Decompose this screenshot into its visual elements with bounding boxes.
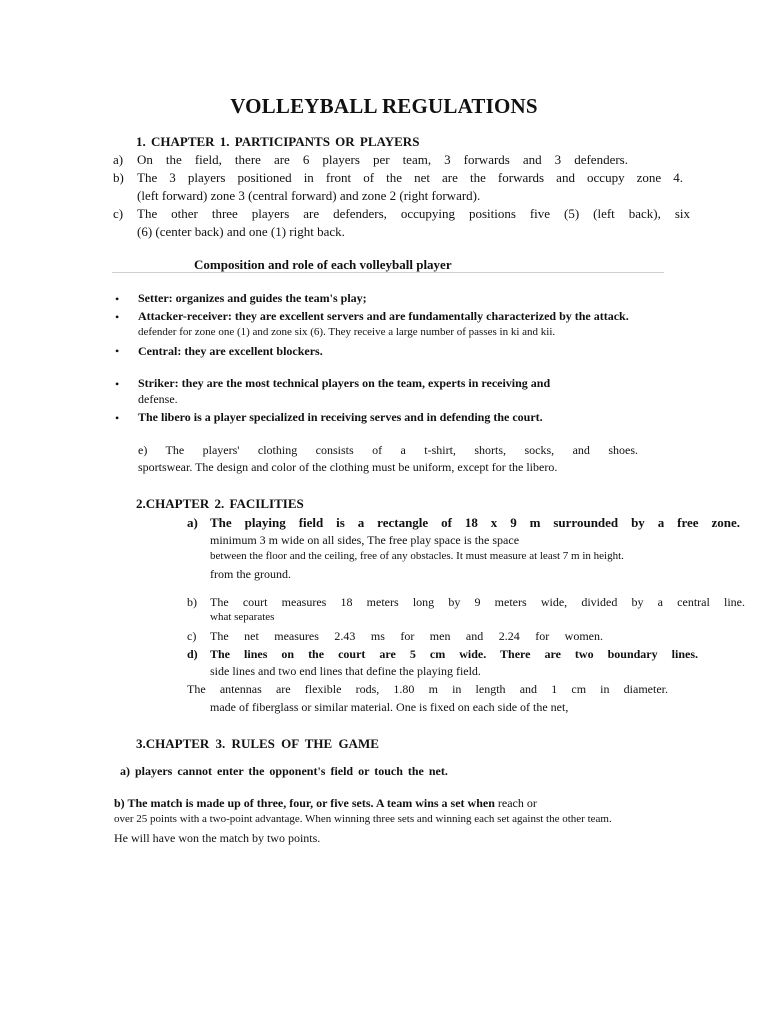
bullet-icon: • bbox=[115, 310, 120, 324]
chapter2-d-marker: d) bbox=[187, 647, 198, 661]
bullet-icon: • bbox=[115, 292, 120, 306]
chapter3-b-continuation-2: He will have won the match by two points. bbox=[114, 831, 321, 845]
clothing-continuation: sportswear. The design and color of the clothing must be uniform, except for the libero. bbox=[138, 460, 558, 474]
chapter2-b-continuation: what separates bbox=[210, 611, 275, 623]
role-striker: Striker: they are the most technical players on the team, experts in receiving and bbox=[138, 376, 551, 390]
chapter2-d-text: The lines on the court are 5 cm wide. There are two boundary lines. bbox=[210, 647, 698, 661]
role-striker-continuation: defense. bbox=[138, 392, 178, 406]
chapter1-c-text: The other three players are defenders, occupying positions five (5) (left back), six bbox=[137, 206, 690, 221]
chapter3-b-bold-text: b) The match is made up of three, four, or five sets. A team wins a set when bbox=[114, 796, 495, 810]
chapter1-c-marker: c) bbox=[113, 206, 124, 221]
chapter1-a-text: On the field, there are 6 players per team, 3 forwards and 3 defenders. bbox=[137, 152, 628, 167]
chapter2-a-continuation-1: minimum 3 m wide on all sides, The free play space is the space bbox=[210, 533, 520, 547]
antenna-continuation: made of fiberglass or similar material. One is fixed on each side of the net, bbox=[210, 700, 569, 714]
chapter1-heading: 1. CHAPTER 1. PARTICIPANTS OR PLAYERS bbox=[136, 134, 420, 149]
chapter2-c-text: The net measures 2.43 ms for men and 2.24 for women. bbox=[210, 629, 603, 643]
bullet-icon: • bbox=[115, 377, 120, 391]
bullet-icon: • bbox=[115, 411, 120, 425]
bullet-icon: • bbox=[115, 344, 120, 358]
chapter3-b-continuation-1: over 25 points with a two-point advantage. When winning three sets and winning each set against the other team. bbox=[114, 813, 612, 825]
chapter2-a-continuation-3: from the ground. bbox=[210, 567, 291, 581]
chapter2-heading: 2.CHAPTER 2. FACILITIES bbox=[136, 496, 304, 511]
chapter1-b-continuation: (left forward) zone 3 (central forward) and zone 2 (right forward). bbox=[137, 188, 481, 203]
chapter3-a-text: a) players cannot enter the opponent's field or touch the net. bbox=[120, 764, 448, 778]
chapter3-b-normal-text: reach or bbox=[494, 796, 537, 810]
chapter2-a-continuation-2: between the floor and the ceiling, free of any obstacles. It must measure at least 7 m in height. bbox=[210, 550, 624, 562]
role-central: Central: they are excellent blockers. bbox=[138, 344, 323, 358]
chapter2-b-text: The court measures 18 meters long by 9 meters wide, divided by a central line. bbox=[210, 595, 745, 609]
chapter2-d-continuation: side lines and two end lines that define the playing field. bbox=[210, 664, 481, 678]
chapter2-b-marker: b) bbox=[187, 595, 197, 609]
clothing-text: e) The players' clothing consists of a t-shirt, shorts, socks, and shoes. bbox=[138, 443, 638, 457]
chapter2-c-marker: c) bbox=[187, 629, 197, 643]
chapter2-a-text: The playing field is a rectangle of 18 x 9 m surrounded by a free zone. bbox=[210, 515, 740, 530]
chapter2-a-marker: a) bbox=[187, 515, 198, 530]
chapter3-heading: 3.CHAPTER 3. RULES OF THE GAME bbox=[136, 736, 379, 751]
chapter1-b-text: The 3 players positioned in front of the net are the forwards and occupy zone 4. bbox=[137, 170, 683, 185]
chapter1-a-marker: a) bbox=[113, 152, 124, 167]
role-setter: Setter: organizes and guides the team's play; bbox=[138, 291, 367, 305]
heading-divider bbox=[112, 272, 664, 273]
role-attacker-receiver: Attacker-receiver: they are excellent servers and are fundamentally characterized by the attack. bbox=[138, 309, 629, 323]
composition-heading: Composition and role of each volleyball player bbox=[194, 257, 452, 272]
role-attacker-continuation: defender for zone one (1) and zone six (6). They receive a large number of passes in ki and kii. bbox=[138, 326, 556, 338]
page-title: VOLLEYBALL REGULATIONS bbox=[230, 94, 538, 118]
role-libero: The libero is a player specialized in receiving serves and in defending the court. bbox=[138, 410, 543, 424]
chapter1-b-marker: b) bbox=[113, 170, 124, 185]
chapter1-c-continuation: (6) (center back) and one (1) right back. bbox=[137, 224, 345, 239]
antenna-text: The antennas are flexible rods, 1.80 m in length and 1 cm in diameter. bbox=[187, 682, 668, 696]
